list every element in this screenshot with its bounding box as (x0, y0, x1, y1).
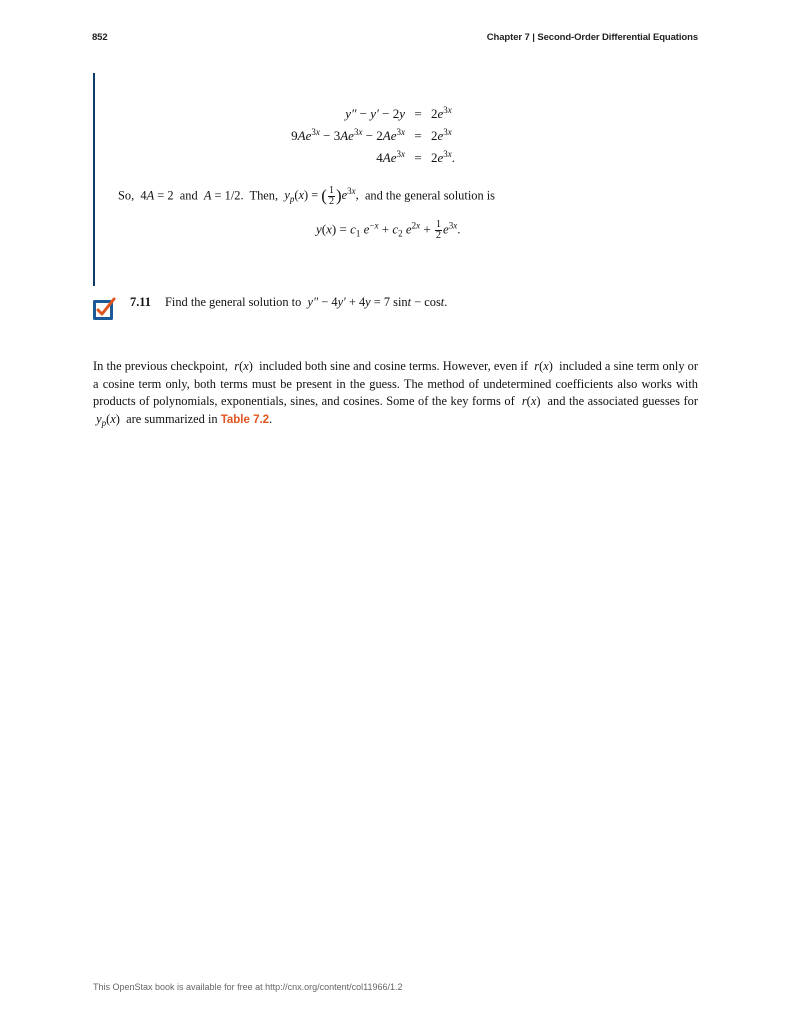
equation-rhs: $2e^{3x}$ (431, 105, 452, 121)
body-paragraph (93, 358, 698, 429)
checkpoint-equation: y″ − 4y′ + 4y = 7 sint − cost. (307, 295, 448, 309)
equation-lhs: $9Ae^{3x} - 3Ae^{3x} - 2Ae^{3x}$ (291, 127, 405, 143)
equation-row (250, 147, 550, 169)
aligned-equations (250, 103, 550, 169)
math-particular-solution: $y_p(x)$ = ( $\frac{1}{2}$ )$e^{3x}$, (284, 185, 362, 207)
math-r-of-x: r(x) (234, 359, 256, 373)
equation-op: = (414, 128, 422, 143)
and-text: and (179, 188, 198, 203)
example-side-bar (93, 73, 95, 286)
paragraph-text: are summarized in (126, 411, 218, 426)
equation-rhs: $2e^{3x}$ (431, 127, 452, 143)
table-7-2-link[interactable]: Table 7.2 (220, 413, 270, 426)
paragraph-end: . (269, 411, 273, 426)
paragraph-text: included a sine term only or a cosine term only, both terms must be present in the guess. The method of undetermined coefficients also works with products of polynomials, exponentials, sines, and cosines. Some of the key forms of (93, 359, 698, 408)
equation-lhs: $4Ae^{3x}$ (376, 149, 405, 165)
then-text: Then, (249, 188, 279, 203)
checkpoint-icon (92, 297, 118, 321)
equation-row (250, 125, 550, 147)
footer-note: This OpenStax book is available for free at http://cnx.org/content/col11966/1.2 (93, 982, 403, 992)
checkpoint-prompt-line (165, 295, 447, 310)
general-solution-intro: and the general solution is (364, 188, 496, 203)
general-solution: $y(x) = c_1$ $e^{-x} + c_2$ $e^{2x}$ + $\frac{1}{2}$ $e^{3x}$. (316, 219, 461, 241)
paragraph-text: and the associated guesses for (547, 394, 698, 408)
math-r-of-x: r(x) (534, 359, 556, 373)
math-r-of-x: r(x) (521, 394, 544, 408)
so-text: So, (118, 188, 135, 203)
chapter-title: Chapter 7 | Second-Order Differential Equations (486, 32, 698, 43)
equation-rhs: $2e^{3x}$. (431, 149, 456, 165)
math-yp-of-x: $y_p(x)$ (96, 411, 123, 428)
checkpoint-prompt: Find the general solution to (165, 295, 302, 309)
equation-op: = (414, 150, 422, 165)
so-line (118, 186, 495, 207)
equation-op: = (414, 106, 422, 121)
equation-lhs: y″ − y′ − 2y (345, 106, 405, 121)
equation-row (250, 103, 550, 125)
page-number: 852 (92, 32, 108, 43)
paragraph-text: included both sine and cosine terms. However, even if (259, 359, 528, 373)
math-a-eq-half: A = 1/2. (203, 188, 247, 203)
math-4a-eq-2: 4A = 2 (137, 188, 177, 203)
checkpoint-number: 7.11 (130, 295, 151, 309)
paragraph-text: In the previous checkpoint, (93, 359, 228, 373)
